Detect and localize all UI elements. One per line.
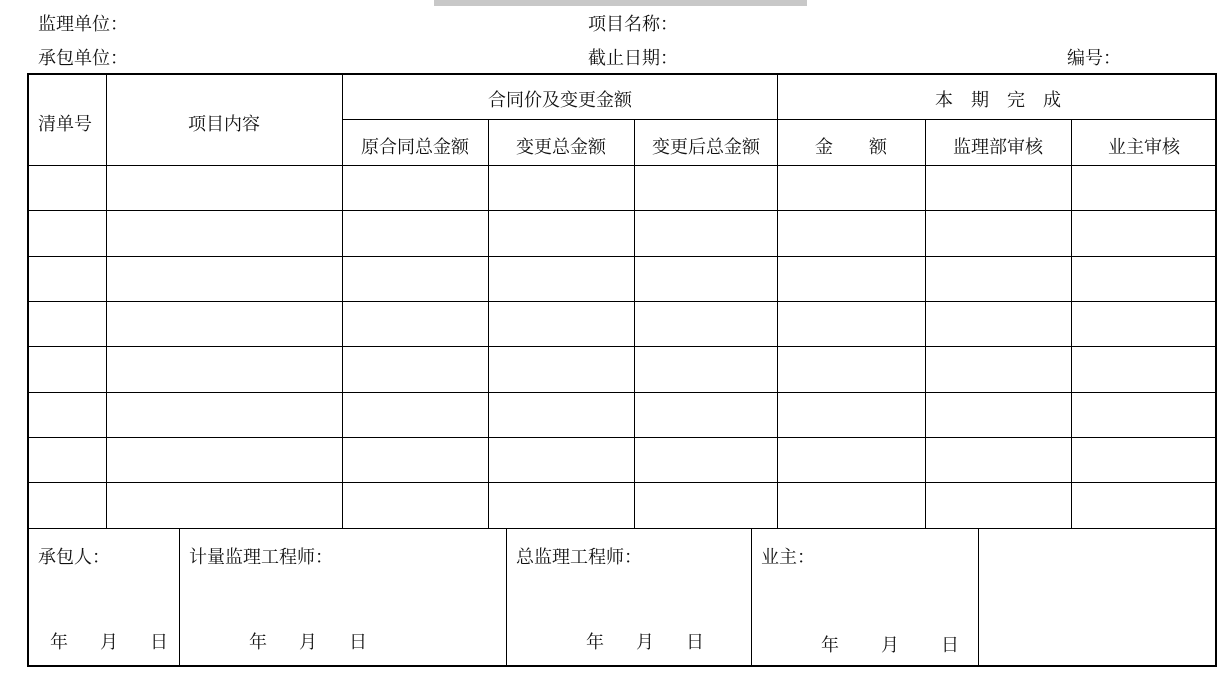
col-header-owner-review: 业主审核 <box>1108 137 1180 158</box>
col-line <box>777 74 778 528</box>
col-header-after-change-amount: 变更后总金额 <box>652 137 760 158</box>
deadline-label: 截止日期： <box>588 48 678 69</box>
date-month: 月 <box>636 632 654 653</box>
signature-divider <box>179 528 180 666</box>
date-year: 年 <box>249 632 267 653</box>
contractor-label: 承包单位： <box>38 48 128 69</box>
date-month: 月 <box>881 635 899 656</box>
date-year: 年 <box>586 632 604 653</box>
col-line <box>488 119 489 528</box>
date-year: 年 <box>821 635 839 656</box>
row-line <box>28 346 1216 347</box>
row-line <box>28 392 1216 393</box>
col-header-item-no: 清单号 <box>38 114 92 135</box>
col-line <box>925 119 926 528</box>
row-line <box>28 256 1216 257</box>
col-line <box>634 119 635 528</box>
date-month: 月 <box>100 632 118 653</box>
measurement-form-table <box>27 73 1217 667</box>
row-line <box>28 482 1216 483</box>
number-label: 编号： <box>1067 48 1121 69</box>
date-day: 日 <box>941 635 959 656</box>
scroll-indicator <box>434 0 807 6</box>
date-day: 日 <box>150 632 168 653</box>
col-header-original-amount: 原合同总金额 <box>361 137 469 158</box>
row-line <box>28 210 1216 211</box>
col-line <box>106 74 107 528</box>
date-month: 月 <box>299 632 317 653</box>
signature-divider <box>751 528 752 666</box>
date-day: 日 <box>686 632 704 653</box>
project-name-label: 项目名称： <box>588 14 678 35</box>
row-line <box>28 301 1216 302</box>
row-line <box>28 437 1216 438</box>
date-day: 日 <box>349 632 367 653</box>
group-header-current-period: 本 期 完 成 <box>935 90 1061 111</box>
col-header-amount: 金 额 <box>815 137 887 158</box>
metering-engineer-signature-label: 计量监理工程师： <box>189 547 333 568</box>
chief-engineer-signature-label: 总监理工程师： <box>516 547 642 568</box>
col-line <box>342 74 343 528</box>
col-line <box>1071 119 1072 528</box>
date-year: 年 <box>50 632 68 653</box>
group-header-contract: 合同价及变更金额 <box>488 90 632 111</box>
signature-divider <box>978 528 979 666</box>
header-bottom-line <box>28 165 1216 166</box>
col-header-change-amount: 变更总金额 <box>516 137 606 158</box>
supervisor-label: 监理单位： <box>38 14 128 35</box>
owner-signature-label: 业主： <box>761 547 815 568</box>
col-header-supervisor-review: 监理部审核 <box>953 137 1043 158</box>
header-subdivider <box>343 119 1216 120</box>
col-header-content: 项目内容 <box>188 114 260 135</box>
signature-section-line <box>28 528 1216 529</box>
contractor-signature-label: 承包人： <box>38 547 110 568</box>
signature-divider <box>506 528 507 666</box>
